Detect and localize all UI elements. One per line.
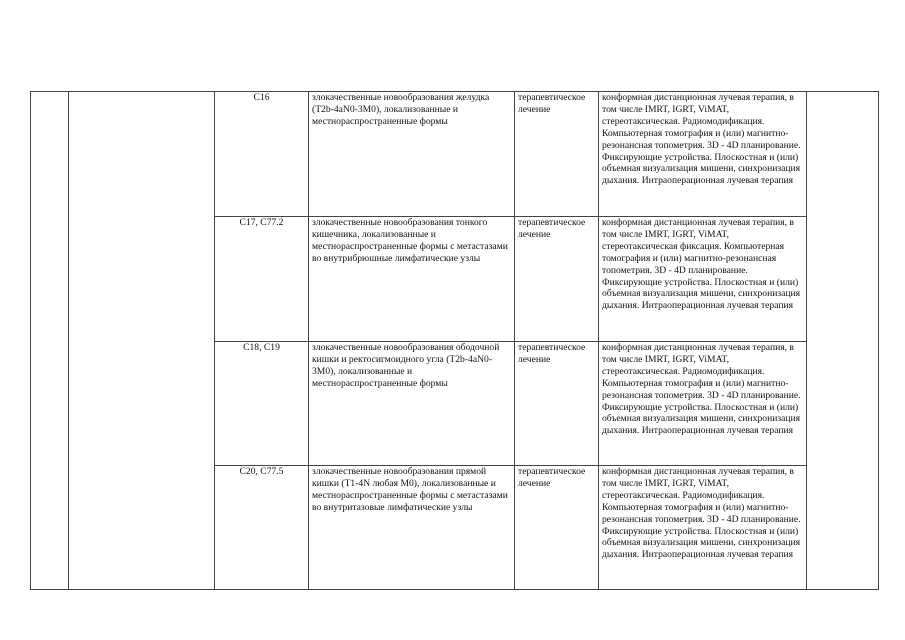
treatment-method-cell: конформная дистанционная лучевая терапия, в том числе IMRT, IGRT, ViMAT, стереотаксическая. Радиомодификация. Компьютерная томография и (или) магнитно-резонансная топометрия. 3D - 4D планирование. Фиксирующие устройства. Плоскостная и (или) объемная визуализация мишени, синхронизация дыхания. Интраоперационная лучевая терапия <box>599 342 807 466</box>
icd-code-cell: C17, C77.2 <box>215 217 309 342</box>
medical-procedures-table <box>30 91 879 590</box>
diagnosis-cell: злокачественные новообразования желудка (T2b-4aN0-3M0), локализованные и местнораспространенные формы <box>309 92 515 217</box>
treatment-method-cell: конформная дистанционная лучевая терапия, в том числе IMRT, IGRT, ViMAT, стереотаксическая фиксация. Компьютерная томография и (или) магнитно-резонансная топометрия. 3D - 4D планирование. Фиксирующие устройства. Плоскостная и (или) объемная визуализация мишени, синхронизация дыхания. Интраоперационная лучевая терапия <box>599 217 807 342</box>
diagnosis-cell: злокачественные новообразования прямой кишки (T1-4N любая M0), локализованные и местнораспространенные формы с метастазами во внутритазовые лимфатические узлы <box>309 466 515 590</box>
treatment-method-cell: конформная дистанционная лучевая терапия, в том числе IMRT, IGRT, ViMAT, стереотаксическая. Радиомодификация. Компьютерная томография и (или) магнитно-резонансная топометрия. 3D - 4D планирование. Фиксирующие устройства. Плоскостная и (или) объемная визуализация мишени, синхронизация дыхания. Интраоперационная лучевая терапия <box>599 92 807 217</box>
treatment-type-cell: терапевтическое лечение <box>515 217 599 342</box>
empty-cell-number <box>31 92 69 590</box>
treatment-type-cell: терапевтическое лечение <box>515 92 599 217</box>
icd-code-cell: C20, C77.5 <box>215 466 309 590</box>
empty-cell-group <box>69 92 215 590</box>
treatment-method-cell: конформная дистанционная лучевая терапия, в том числе IMRT, IGRT, ViMAT, стереотаксическая. Радиомодификация. Компьютерная томография и (или) магнитно-резонансная топометрия. 3D - 4D планирование. Фиксирующие устройства. Плоскостная и (или) объемная визуализация мишени, синхронизация дыхания. Интраоперационная лучевая терапия <box>599 466 807 590</box>
icd-code-cell: C18, C19 <box>215 342 309 466</box>
icd-code-cell: C16 <box>215 92 309 217</box>
empty-cell-cost <box>807 92 879 590</box>
diagnosis-cell: злокачественные новообразования ободочной кишки и ректосигмоидного угла (T2b-4aN0-3M0), локализованные и местнораспространенные формы <box>309 342 515 466</box>
table-row <box>31 92 879 217</box>
diagnosis-cell: злокачественные новообразования тонкого кишечника, локализованные и местнораспространенные формы с метастазами во внутрибрюшные лимфатические узлы <box>309 217 515 342</box>
treatment-type-cell: терапевтическое лечение <box>515 466 599 590</box>
treatment-type-cell: терапевтическое лечение <box>515 342 599 466</box>
